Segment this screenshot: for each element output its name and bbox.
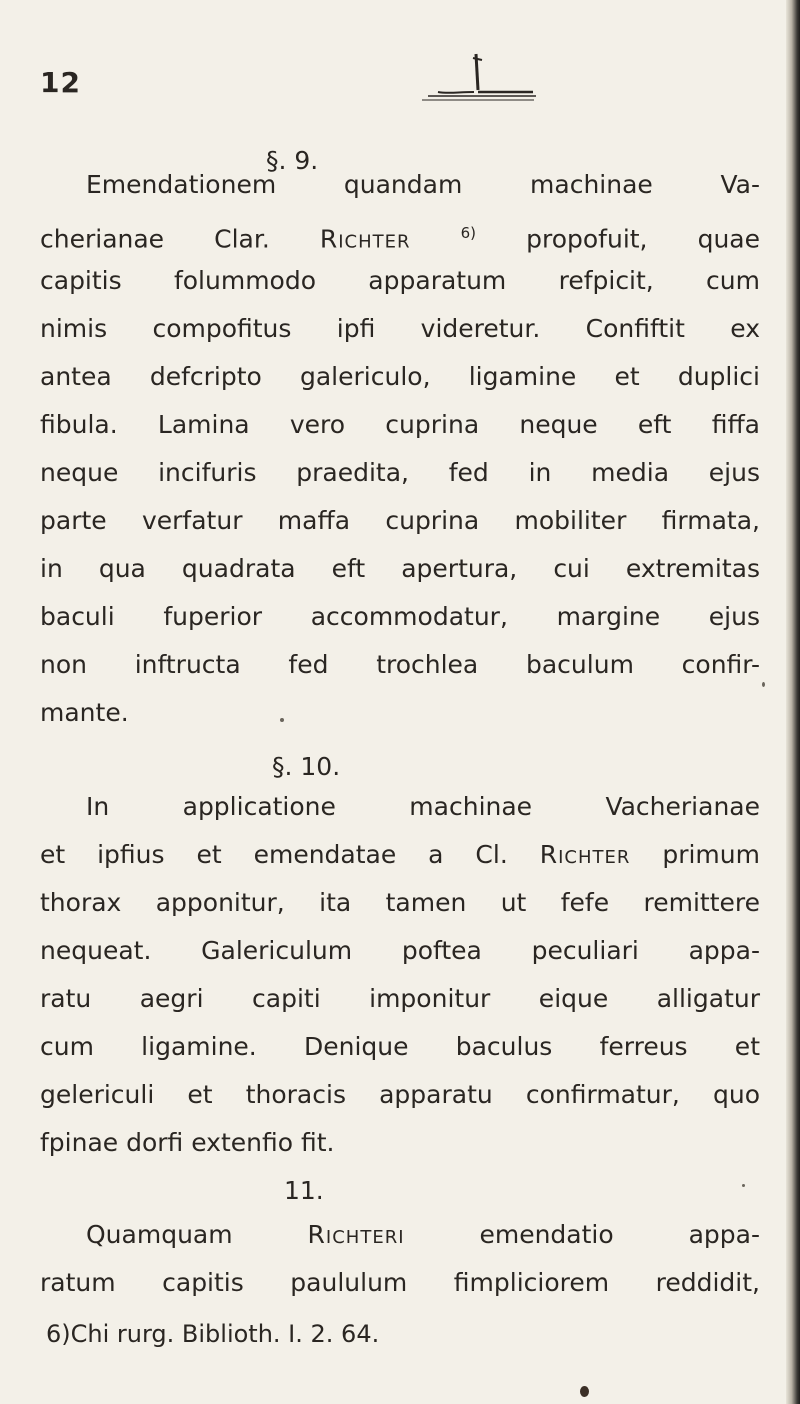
text-line: mante. [40, 698, 129, 727]
section-heading-11: 11. [284, 1176, 324, 1205]
text-line: thorax apponitur, ita tamen ut fefe remittere [40, 888, 760, 917]
footnote: 6)Chi rurg. Biblioth. I. 2. 64. [46, 1320, 380, 1348]
ink-speck [280, 718, 284, 722]
ink-speck [580, 1386, 589, 1397]
text-line: cum ligamine. Denique baculus ferreus et [40, 1032, 760, 1061]
ink-speck [742, 1184, 745, 1187]
text-line: in qua quadrata eft apertura, cui extremitas [40, 554, 760, 583]
text-line: neque incifuris praedita, fed in media ejus [40, 458, 760, 487]
header-ornament-icon [418, 50, 540, 105]
text-line: Quamquam Richteri emendatio appa- [86, 1220, 761, 1249]
text-line: capitis folummodo apparatum refpicit, cum [40, 266, 760, 295]
text-line: parte verfatur maffa cuprina mobiliter firmata, [40, 506, 760, 535]
section-heading-10: §. 10. [272, 752, 341, 781]
text-line: fpinae dorfi extenfio fit. [40, 1128, 335, 1157]
text-line: In applicatione machinae Vacherianae [86, 792, 760, 821]
text-line: cherianae Clar. Richter $^{6)}$ propofuit, quae [40, 224, 760, 254]
page-binding-edge [786, 0, 800, 1404]
text-line: ratum capitis paululum fimpliciorem reddidit, [40, 1268, 760, 1297]
text-line: non inftructa fed trochlea baculum confir- [40, 650, 760, 679]
text-line: fibula. Lamina vero cuprina neque eft fiffa [40, 410, 760, 439]
text-line: antea defcripto galericulo, ligamine et duplici [40, 362, 760, 391]
section-heading-9: §. 9. [266, 146, 319, 175]
ink-speck [762, 682, 765, 687]
page-number: 12 [40, 66, 81, 99]
text-line: ratu aegri capiti imponitur eique alligatur [40, 984, 760, 1013]
text-line: nequeat. Galericulum poftea peculiari appa- [40, 936, 760, 965]
text-line: nimis compofitus ipfi videretur. Confiftit ex [40, 314, 760, 343]
text-line: baculi fuperior accommodatur, margine ejus [40, 602, 760, 631]
text-line: et ipfius et emendatae a Cl. Richter primum [40, 840, 760, 869]
text-line: gelericuli et thoracis apparatu confirmatur, quo [40, 1080, 760, 1109]
text-line: Emendationem quandam machinae Va- [86, 170, 760, 199]
